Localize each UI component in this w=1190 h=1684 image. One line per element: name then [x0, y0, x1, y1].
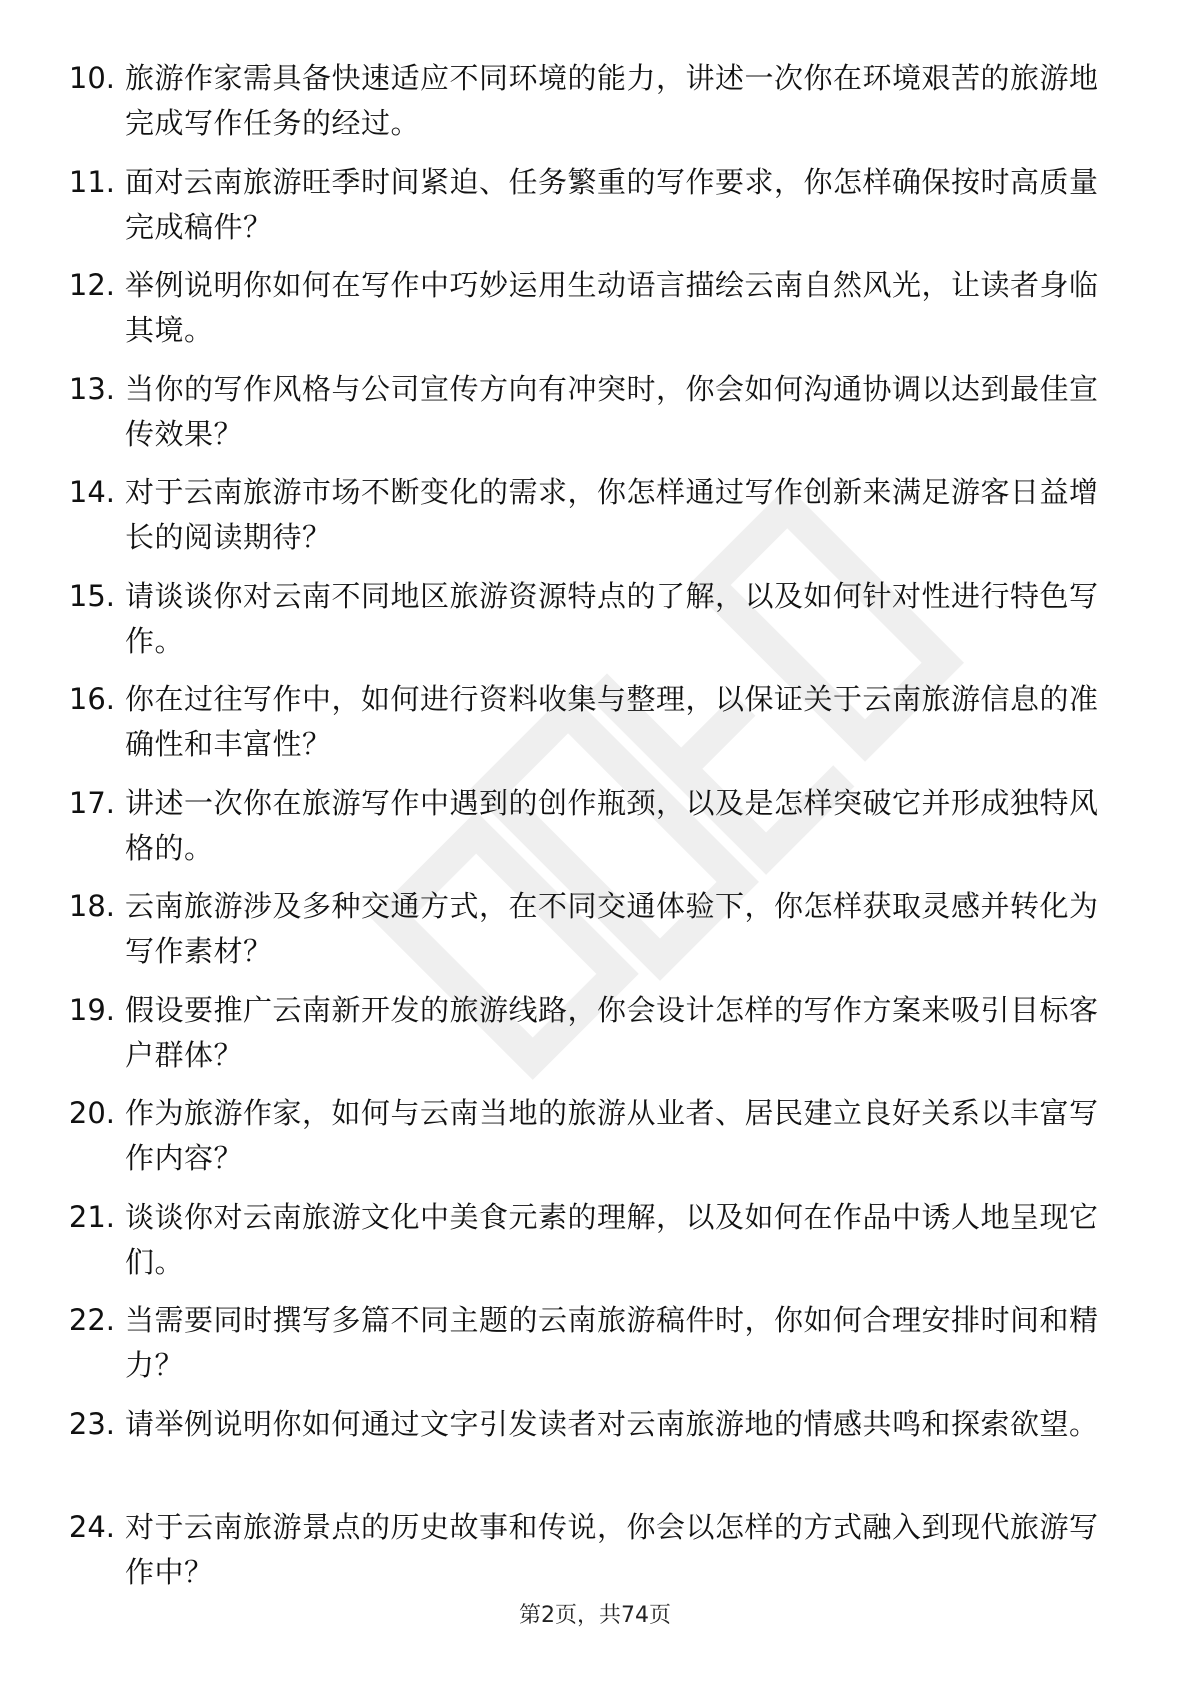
question-text: 假设要推广云南新开发的旅游线路，你会设计怎样的写作方案来吸引目标客户群体？	[125, 992, 1099, 1072]
question-list	[55, 56, 1125, 1609]
question-text: 你在过往写作中，如何进行资料收集与整理，以保证关于云南旅游信息的准确性和丰富性？	[125, 682, 1099, 761]
question-number: 18.	[68, 889, 115, 923]
question-item	[55, 1298, 1125, 1402]
question-item	[55, 1505, 1125, 1609]
question-number: 19.	[68, 992, 115, 1027]
question-number: 17.	[68, 785, 115, 820]
question-number: 16.	[68, 682, 115, 716]
question-number: 20.	[68, 1096, 115, 1130]
question-number: 22.	[68, 1303, 115, 1337]
question-item	[55, 470, 1125, 574]
question-text: 作为旅游作家，如何与云南当地的旅游从业者、居民建立良好关系以丰富写作内容？	[125, 1096, 1099, 1175]
question-text: 面对云南旅游旺季时间紧迫、任务繁重的写作要求，你怎样确保按时高质量完成稿件？	[125, 164, 1099, 244]
question-text: 对于云南旅游景点的历史故事和传说，你会以怎样的方式融入到现代旅游写作中？	[125, 1510, 1099, 1589]
question-item	[55, 1091, 1125, 1195]
question-item	[55, 160, 1125, 264]
question-number: 15.	[68, 578, 115, 613]
question-text: 请举例说明你如何通过文字引发读者对云南旅游地的情感共鸣和探索欲望。	[125, 1406, 1099, 1441]
question-item	[55, 1402, 1125, 1506]
question-text: 云南旅游涉及多种交通方式，在不同交通体验下，你怎样获取灵感并转化为写作素材？	[125, 889, 1099, 968]
question-number: 13.	[68, 371, 115, 406]
question-text: 举例说明你如何在写作中巧妙运用生动语言描绘云南自然风光，让读者身临其境。	[125, 268, 1099, 347]
question-number: 11.	[68, 164, 115, 199]
question-text: 对于云南旅游市场不断变化的需求，你怎样通过写作创新来满足游客日益增长的阅读期待？	[125, 475, 1099, 554]
question-number: 23.	[68, 1406, 115, 1441]
question-item	[55, 263, 1125, 367]
question-text: 当需要同时撰写多篇不同主题的云南旅游稿件时，你如何合理安排时间和精力？	[125, 1303, 1099, 1382]
question-item	[55, 1195, 1125, 1299]
question-text: 请谈谈你对云南不同地区旅游资源特点的了解，以及如何针对性进行特色写作。	[125, 578, 1099, 658]
question-item	[55, 884, 1125, 988]
question-number: 10.	[68, 61, 115, 95]
question-text: 旅游作家需具备快速适应不同环境的能力，讲述一次你在环境艰苦的旅游地完成写作任务的经过。	[125, 61, 1099, 140]
question-number: 12.	[68, 268, 115, 302]
question-item	[55, 367, 1125, 471]
question-number: 21.	[68, 1199, 115, 1234]
question-number: 24.	[68, 1510, 115, 1544]
question-item	[55, 574, 1125, 678]
question-text: 讲述一次你在旅游写作中遇到的创作瓶颈，以及是怎样突破它并形成独特风格的。	[125, 785, 1099, 865]
question-item	[55, 677, 1125, 781]
page-footer: 第2页，共74页	[519, 1603, 671, 1628]
question-text: 谈谈你对云南旅游文化中美食元素的理解，以及如何在作品中诱人地呈现它们。	[125, 1199, 1099, 1279]
question-number: 14.	[68, 475, 115, 509]
question-item	[55, 781, 1125, 885]
question-item	[55, 988, 1125, 1092]
question-item	[55, 56, 1125, 160]
question-text: 当你的写作风格与公司宣传方向有冲突时，你会如何沟通协调以达到最佳宣传效果？	[125, 371, 1099, 451]
